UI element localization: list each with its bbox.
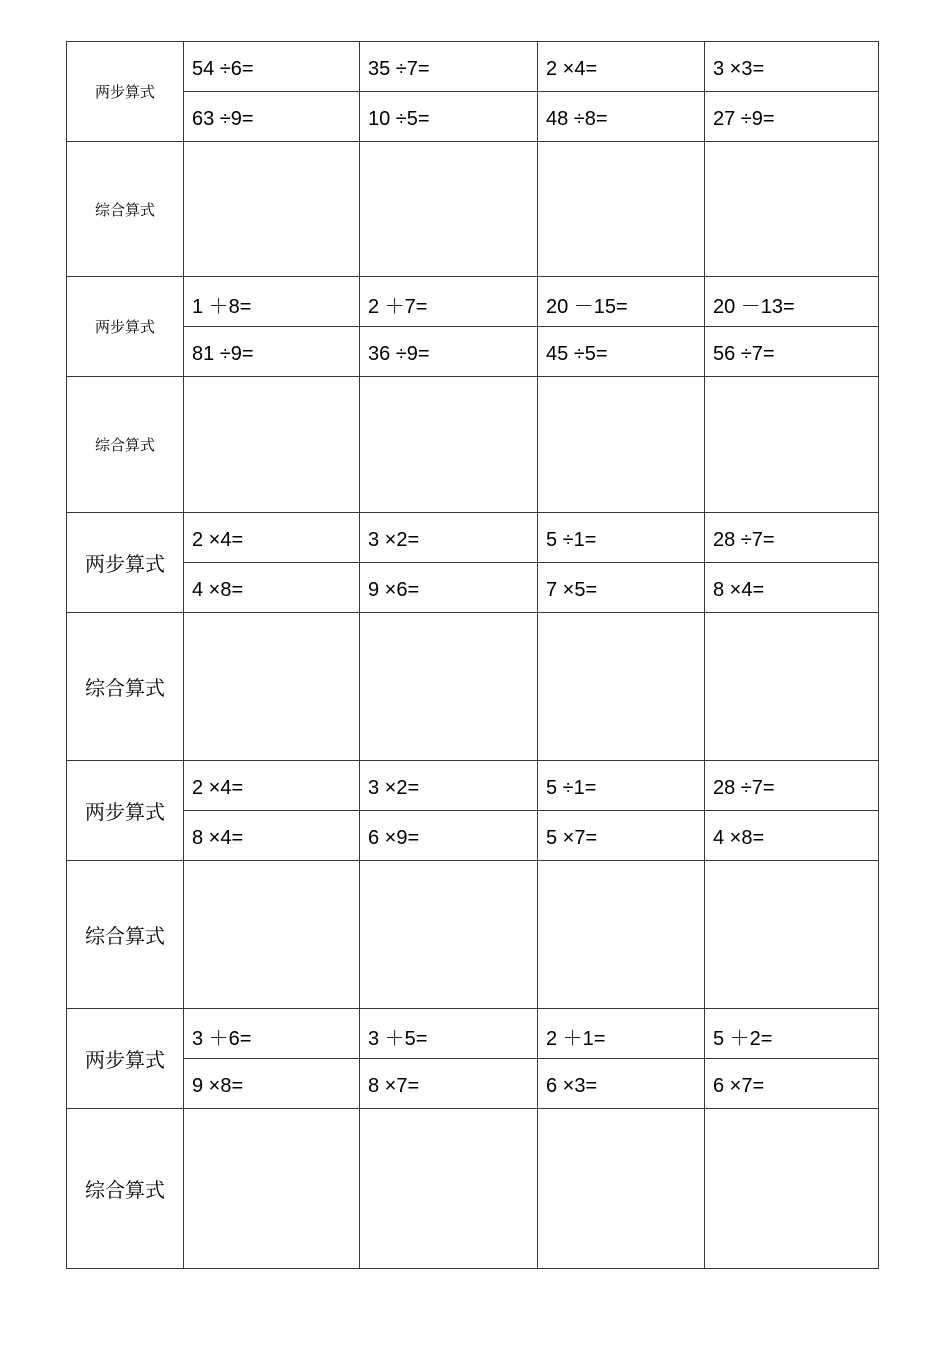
equation-cell: 6 ×9= <box>360 810 538 860</box>
answer-area[interactable] <box>360 142 538 277</box>
equation-cell: 8 ×4= <box>184 810 360 860</box>
answer-area[interactable] <box>184 613 360 760</box>
answer-area[interactable] <box>184 1108 360 1268</box>
equation-cell: 5 ＋2= <box>705 1008 879 1058</box>
equation-cell: 81 ÷9= <box>184 327 360 377</box>
equation-cell: 1 ＋8= <box>184 277 360 327</box>
two-step-row <box>67 327 879 377</box>
answer-area[interactable] <box>705 1108 879 1268</box>
combined-row <box>67 142 879 277</box>
two-step-row <box>67 513 879 563</box>
two-step-row <box>67 563 879 613</box>
two-step-row <box>67 1008 879 1058</box>
answer-area[interactable] <box>360 613 538 760</box>
equation-cell: 27 ÷9= <box>705 92 879 142</box>
equation-cell: 4 ×8= <box>705 810 879 860</box>
answer-area[interactable] <box>184 142 360 277</box>
combined-row <box>67 613 879 760</box>
equation-cell: 5 ÷1= <box>538 513 705 563</box>
equation-cell: 6 ×7= <box>705 1058 879 1108</box>
combined-row <box>67 1108 879 1268</box>
equation-cell: 6 ×3= <box>538 1058 705 1108</box>
two-step-label: 两步算式 <box>67 1008 184 1108</box>
answer-area[interactable] <box>184 860 360 1008</box>
combined-label: 综合算式 <box>67 142 184 277</box>
equation-cell: 3 ＋6= <box>184 1008 360 1058</box>
equation-cell: 5 ×7= <box>538 810 705 860</box>
equation-cell: 45 ÷5= <box>538 327 705 377</box>
equation-cell: 3 ×3= <box>705 42 879 92</box>
equation-cell: 36 ÷9= <box>360 327 538 377</box>
combined-label: 综合算式 <box>67 860 184 1008</box>
combined-row <box>67 860 879 1008</box>
equation-cell: 20 －15= <box>538 277 705 327</box>
answer-area[interactable] <box>705 377 879 513</box>
two-step-row <box>67 760 879 810</box>
equation-cell: 4 ×8= <box>184 563 360 613</box>
equation-cell: 28 ÷7= <box>705 760 879 810</box>
answer-area[interactable] <box>538 1108 705 1268</box>
worksheet-table <box>66 41 879 1269</box>
two-step-label: 两步算式 <box>67 513 184 613</box>
equation-cell: 20 －13= <box>705 277 879 327</box>
combined-label: 综合算式 <box>67 377 184 513</box>
two-step-label: 两步算式 <box>67 760 184 860</box>
answer-area[interactable] <box>360 1108 538 1268</box>
equation-cell: 35 ÷7= <box>360 42 538 92</box>
two-step-row <box>67 810 879 860</box>
answer-area[interactable] <box>538 860 705 1008</box>
answer-area[interactable] <box>184 377 360 513</box>
two-step-row <box>67 92 879 142</box>
equation-cell: 5 ÷1= <box>538 760 705 810</box>
two-step-row <box>67 277 879 327</box>
equation-cell: 63 ÷9= <box>184 92 360 142</box>
equation-cell: 8 ×4= <box>705 563 879 613</box>
equation-cell: 48 ÷8= <box>538 92 705 142</box>
equation-cell: 2 ＋1= <box>538 1008 705 1058</box>
answer-area[interactable] <box>360 860 538 1008</box>
answer-area[interactable] <box>705 860 879 1008</box>
equation-cell: 2 ＋7= <box>360 277 538 327</box>
equation-cell: 3 ×2= <box>360 513 538 563</box>
answer-area[interactable] <box>538 377 705 513</box>
answer-area[interactable] <box>705 142 879 277</box>
equation-cell: 10 ÷5= <box>360 92 538 142</box>
two-step-row <box>67 1058 879 1108</box>
equation-cell: 7 ×5= <box>538 563 705 613</box>
equation-cell: 8 ×7= <box>360 1058 538 1108</box>
answer-area[interactable] <box>538 613 705 760</box>
two-step-row <box>67 42 879 92</box>
combined-label: 综合算式 <box>67 613 184 760</box>
equation-cell: 2 ×4= <box>184 513 360 563</box>
answer-area[interactable] <box>705 613 879 760</box>
combined-row <box>67 377 879 513</box>
equation-cell: 3 ×2= <box>360 760 538 810</box>
equation-cell: 56 ÷7= <box>705 327 879 377</box>
equation-cell: 2 ×4= <box>184 760 360 810</box>
combined-label: 综合算式 <box>67 1108 184 1268</box>
equation-cell: 2 ×4= <box>538 42 705 92</box>
two-step-label: 两步算式 <box>67 277 184 377</box>
answer-area[interactable] <box>360 377 538 513</box>
equation-cell: 9 ×6= <box>360 563 538 613</box>
equation-cell: 54 ÷6= <box>184 42 360 92</box>
equation-cell: 28 ÷7= <box>705 513 879 563</box>
two-step-label: 两步算式 <box>67 42 184 142</box>
answer-area[interactable] <box>538 142 705 277</box>
equation-cell: 9 ×8= <box>184 1058 360 1108</box>
equation-cell: 3 ＋5= <box>360 1008 538 1058</box>
